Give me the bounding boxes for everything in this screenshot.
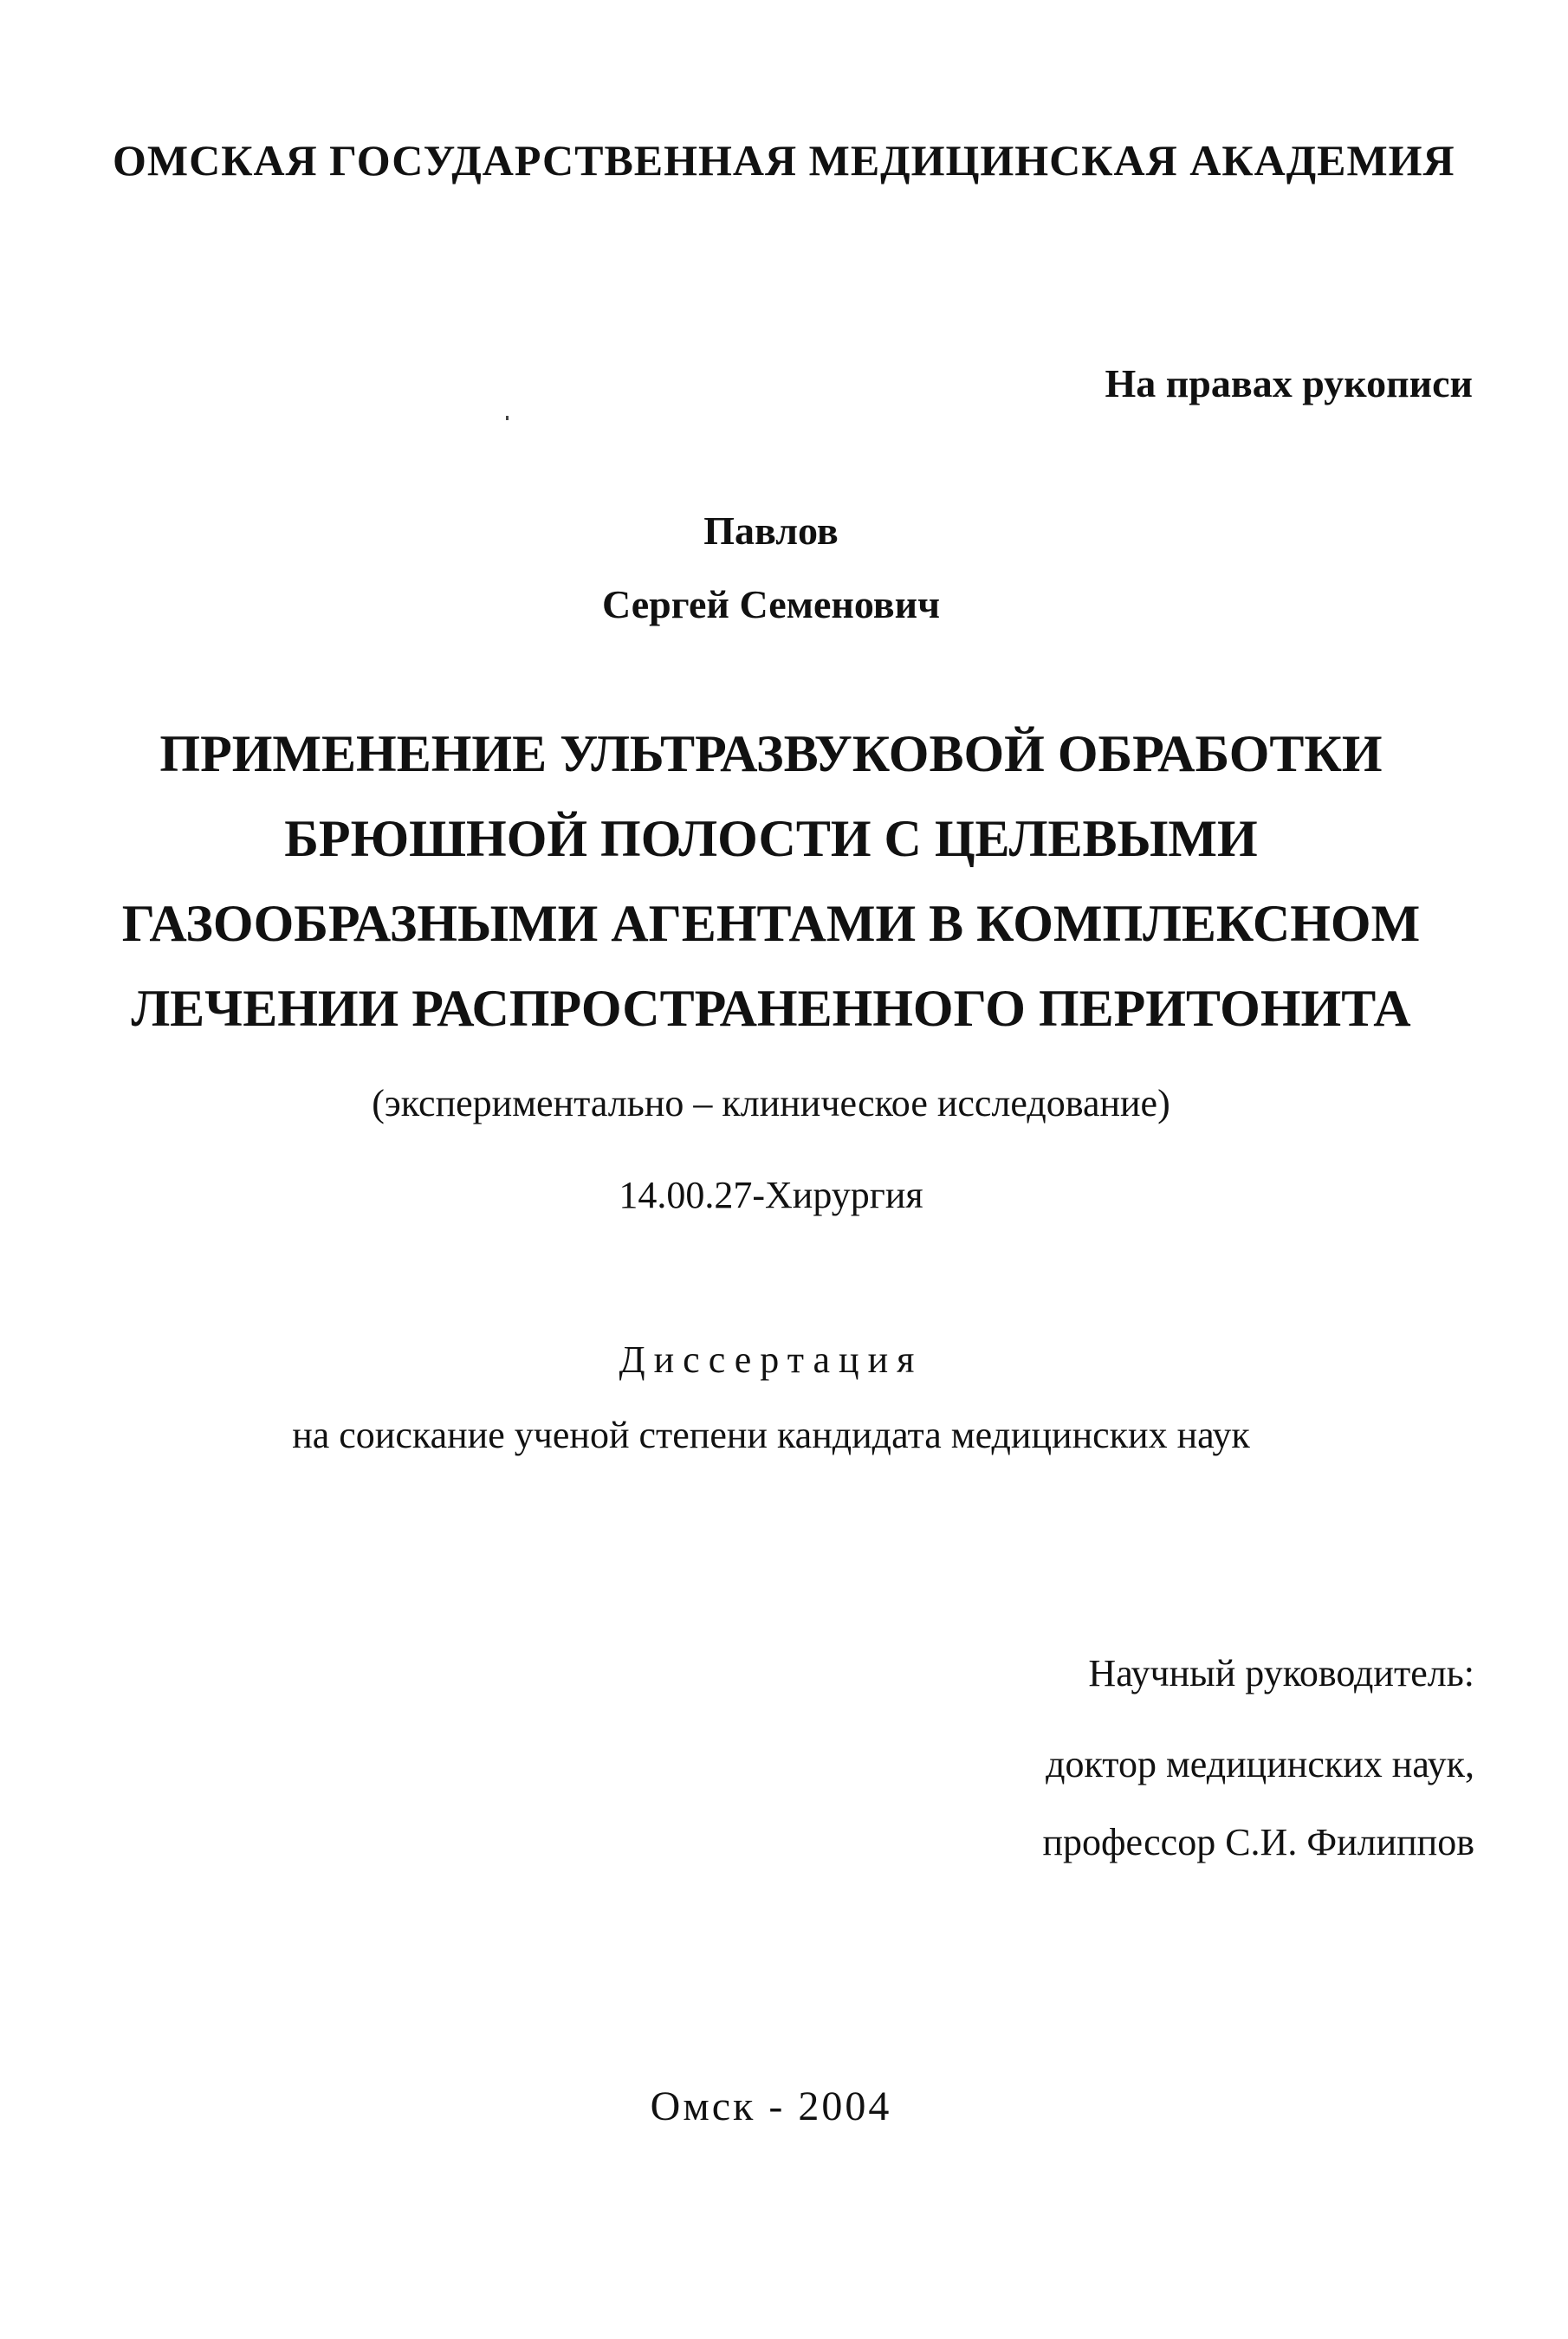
title-line-2: БРЮШНОЙ ПОЛОСТИ С ЦЕЛЕВЫМИ bbox=[284, 810, 1258, 867]
advisor-label: Научный руководитель: bbox=[1088, 1652, 1474, 1694]
author-surname: Павлов bbox=[703, 509, 839, 553]
advisor-degree: доктор медицинских наук, bbox=[1046, 1743, 1474, 1785]
advisor-name: профессор С.И. Филиппов bbox=[1042, 1821, 1474, 1863]
study-type: (экспериментально – клиническое исследование) bbox=[372, 1082, 1170, 1124]
city-year: Омск - 2004 bbox=[650, 2083, 892, 2129]
document-kind: Диссертация bbox=[619, 1338, 923, 1381]
degree-statement: на соискание ученой степени кандидата медицинских наук bbox=[292, 1414, 1250, 1456]
manuscript-rights-note: На правах рукописи bbox=[1105, 361, 1473, 405]
institution-name: ОМСКАЯ ГОСУДАРСТВЕННАЯ МЕДИЦИНСКАЯ АКАДЕМИЯ bbox=[113, 136, 1455, 185]
scan-speck bbox=[506, 416, 509, 420]
title-line-4: ЛЕЧЕНИИ РАСПРОСТРАНЕННОГО ПЕРИТОНИТА bbox=[131, 980, 1411, 1037]
title-line-3: ГАЗООБРАЗНЫМИ АГЕНТАМИ В КОМПЛЕКСНОМ bbox=[121, 895, 1421, 952]
author-given-names: Сергей Семенович bbox=[601, 582, 941, 626]
specialty-code: 14.00.27-Хирургия bbox=[619, 1174, 923, 1216]
title-line-1: ПРИМЕНЕНИЕ УЛЬТРАЗВУКОВОЙ ОБРАБОТКИ bbox=[159, 725, 1383, 782]
